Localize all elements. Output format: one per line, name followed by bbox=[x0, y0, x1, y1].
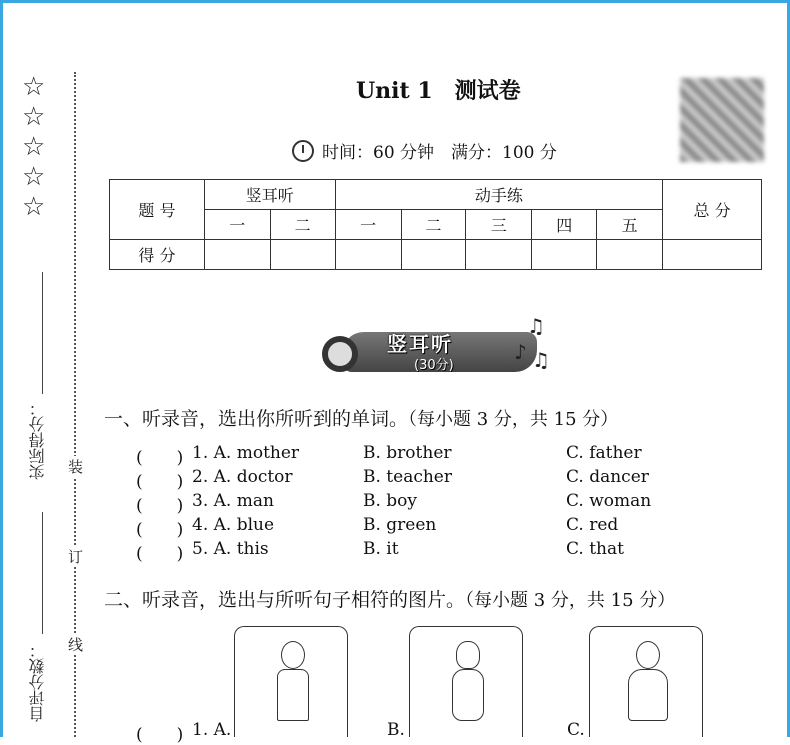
score-table bbox=[109, 179, 762, 270]
bind-char-zhuang: 装 bbox=[68, 458, 84, 476]
group-listening: 竖耳听 bbox=[204, 180, 335, 210]
self-score-line bbox=[42, 512, 43, 634]
score-cell[interactable] bbox=[270, 240, 335, 270]
option-c: C. red bbox=[566, 515, 619, 535]
music-note-icon: ♪ bbox=[514, 340, 527, 364]
col-practice-2: 二 bbox=[401, 210, 466, 240]
option-b: B. it bbox=[363, 539, 399, 559]
star-icon: ☆ bbox=[22, 102, 46, 132]
option-b: B. green bbox=[363, 515, 437, 535]
row-label-score: 得 分 bbox=[110, 240, 205, 270]
option-a: 4. A. blue bbox=[192, 515, 275, 535]
page-title: Unit 1 测试卷 bbox=[356, 78, 521, 104]
option-c: C. that bbox=[566, 539, 624, 559]
question-row bbox=[136, 491, 776, 515]
headphones-icon bbox=[322, 336, 358, 372]
actual-score-line bbox=[42, 272, 43, 394]
answer-bracket[interactable]: ( ) bbox=[136, 472, 184, 492]
qr-code-image bbox=[680, 78, 764, 162]
picture-label-b: B. bbox=[387, 720, 405, 740]
picture-label-a: 1. A. bbox=[192, 720, 232, 740]
section-2-title: 二、听录音，选出与所听句子相符的图片。 bbox=[104, 589, 466, 611]
star-icon: ☆ bbox=[22, 192, 46, 222]
col-practice-1: 一 bbox=[335, 210, 401, 240]
option-b: B. teacher bbox=[363, 467, 452, 487]
option-c: C. woman bbox=[566, 491, 652, 511]
picture-label-c: C. bbox=[567, 720, 585, 740]
self-score-label: 自评分数： bbox=[28, 642, 47, 722]
listening-banner bbox=[322, 314, 552, 382]
col-listening-2: 二 bbox=[270, 210, 335, 240]
option-a: 2. A. doctor bbox=[192, 467, 293, 487]
answer-bracket[interactable]: ( ) bbox=[136, 496, 184, 516]
score-cell[interactable] bbox=[597, 240, 663, 270]
music-note-icon: ♫ bbox=[527, 314, 545, 338]
section-1-points: （每小题 3 分，共 15 分） bbox=[408, 409, 619, 430]
bind-char-xian: 线 bbox=[68, 636, 84, 654]
answer-bracket[interactable]: ( ) bbox=[136, 448, 184, 468]
bind-char-ding: 订 bbox=[68, 548, 84, 566]
actual-score-label: 实际得分： bbox=[28, 400, 47, 480]
option-c: C. dancer bbox=[566, 467, 649, 487]
score-cell[interactable] bbox=[466, 240, 532, 270]
banner-title: 竖耳听 bbox=[387, 332, 453, 356]
time-label: 时间：60 分钟 满分：100 分 bbox=[322, 143, 557, 163]
star-icon: ☆ bbox=[22, 132, 46, 162]
answer-bracket[interactable]: ( ) bbox=[136, 725, 184, 745]
option-a: 3. A. man bbox=[192, 491, 274, 511]
group-practice: 动手练 bbox=[335, 180, 662, 210]
col-practice-4: 四 bbox=[532, 210, 597, 240]
score-cell[interactable] bbox=[204, 240, 270, 270]
col-practice-3: 三 bbox=[466, 210, 532, 240]
section-2-points: （每小题 3 分，共 15 分） bbox=[465, 590, 676, 611]
answer-bracket[interactable]: ( ) bbox=[136, 544, 184, 564]
section-1-heading bbox=[104, 404, 618, 431]
total-header: 总 分 bbox=[663, 180, 762, 240]
section-1-title: 一、听录音，选出你所听到的单词。 bbox=[104, 408, 409, 430]
row-label-number: 题 号 bbox=[110, 180, 205, 240]
clock-icon bbox=[292, 140, 314, 162]
rating-stars bbox=[22, 72, 50, 222]
question-row bbox=[136, 515, 776, 539]
col-practice-5: 五 bbox=[597, 210, 663, 240]
option-b: B. boy bbox=[363, 491, 418, 511]
banner-points: (30分) bbox=[414, 358, 454, 373]
question-row bbox=[136, 443, 776, 467]
music-note-icon: ♫ bbox=[532, 348, 550, 372]
option-c: C. father bbox=[566, 443, 642, 463]
option-a: 5. A. this bbox=[192, 539, 269, 559]
score-cell[interactable] bbox=[532, 240, 597, 270]
option-b: B. brother bbox=[363, 443, 452, 463]
score-cell[interactable] bbox=[401, 240, 466, 270]
picture-question-row bbox=[136, 720, 776, 744]
star-icon: ☆ bbox=[22, 72, 46, 102]
question-row bbox=[136, 539, 776, 563]
answer-bracket[interactable]: ( ) bbox=[136, 520, 184, 540]
star-icon: ☆ bbox=[22, 162, 46, 192]
time-info bbox=[292, 138, 557, 163]
col-listening-1: 一 bbox=[204, 210, 270, 240]
score-cell-total[interactable] bbox=[663, 240, 762, 270]
section-2-heading bbox=[104, 585, 675, 612]
question-row bbox=[136, 467, 776, 491]
score-cell[interactable] bbox=[335, 240, 401, 270]
option-a: 1. A. mother bbox=[192, 443, 300, 463]
